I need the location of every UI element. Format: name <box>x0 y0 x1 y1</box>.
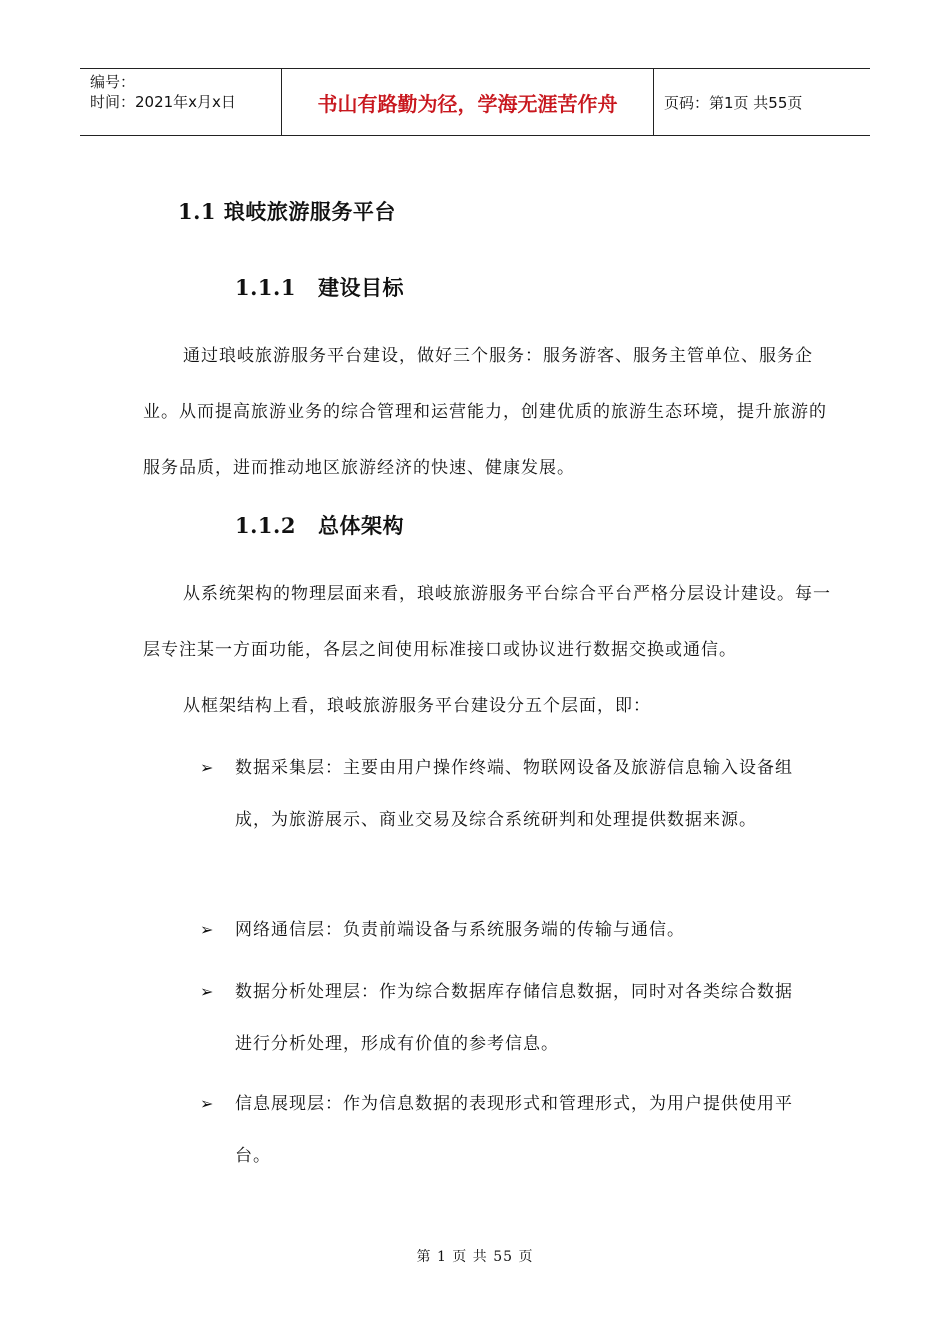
list-item-text: 信息展现层：作为信息数据的表现形式和管理形式，为用户提供使用平台。 <box>235 1094 793 1166</box>
arrowhead-bullet-icon: ➢ <box>200 758 214 777</box>
list-item <box>200 1078 800 1182</box>
list-item-text: 网络通信层：负责前端设备与系统服务端的传输与通信。 <box>235 920 685 940</box>
subsection-heading-architecture <box>235 510 404 540</box>
paragraph-goals: 通过琅岐旅游服务平台建设，做好三个服务：服务游客、服务主管单位、服务企业。从而提高旅游业务的综合管理和运营能力，创建优质的旅游生态环境，提升旅游的服务品质，进而推动地区旅游经济的快速、健康发展。 <box>143 346 827 478</box>
subsection-number: 1.1.1 <box>235 275 296 300</box>
doc-date-label: 时间：2021年x月x日 <box>90 93 236 111</box>
list-item <box>200 966 800 1070</box>
list-item-text: 数据采集层：主要由用户操作终端、物联网设备及旅游信息输入设备组成，为旅游展示、商业交易及综合系统研判和处理提供数据来源。 <box>235 758 793 830</box>
subsection-heading-goals <box>235 272 404 302</box>
arrowhead-bullet-icon: ➢ <box>200 1094 214 1113</box>
subsection-number: 1.1.2 <box>235 513 296 538</box>
section-title: 1.1 琅岐旅游服务平台 <box>178 199 396 224</box>
header-motto: 书山有路勤为径，学海无涯苦作舟 <box>282 69 654 135</box>
list-item <box>200 904 800 956</box>
subsection-title: 总体架构 <box>317 513 404 538</box>
list-item <box>200 742 800 846</box>
paragraph-architecture: 从系统架构的物理层面来看，琅岐旅游服务平台综合平台严格分层设计建设。每一层专注某一方面功能，各层之间使用标准接口或协议进行数据交换或通信。 <box>143 584 831 660</box>
page-header <box>80 68 870 136</box>
header-meta <box>80 69 282 135</box>
paragraph-layers-intro: 从框架结构上看，琅岐旅游服务平台建设分五个层面，即： <box>183 696 651 716</box>
page-footer: 第 1 页 共 55 页 <box>416 1249 534 1265</box>
list-item-text: 数据分析处理层：作为综合数据库存储信息数据，同时对各类综合数据进行分析处理，形成有价值的参考信息。 <box>235 982 793 1054</box>
doc-number-label: 编号： <box>90 73 136 91</box>
subsection-title: 建设目标 <box>317 275 404 300</box>
arrowhead-bullet-icon: ➢ <box>200 920 214 939</box>
header-page-info: 页码：第1页 共55页 <box>664 93 803 112</box>
arrowhead-bullet-icon: ➢ <box>200 982 214 1001</box>
